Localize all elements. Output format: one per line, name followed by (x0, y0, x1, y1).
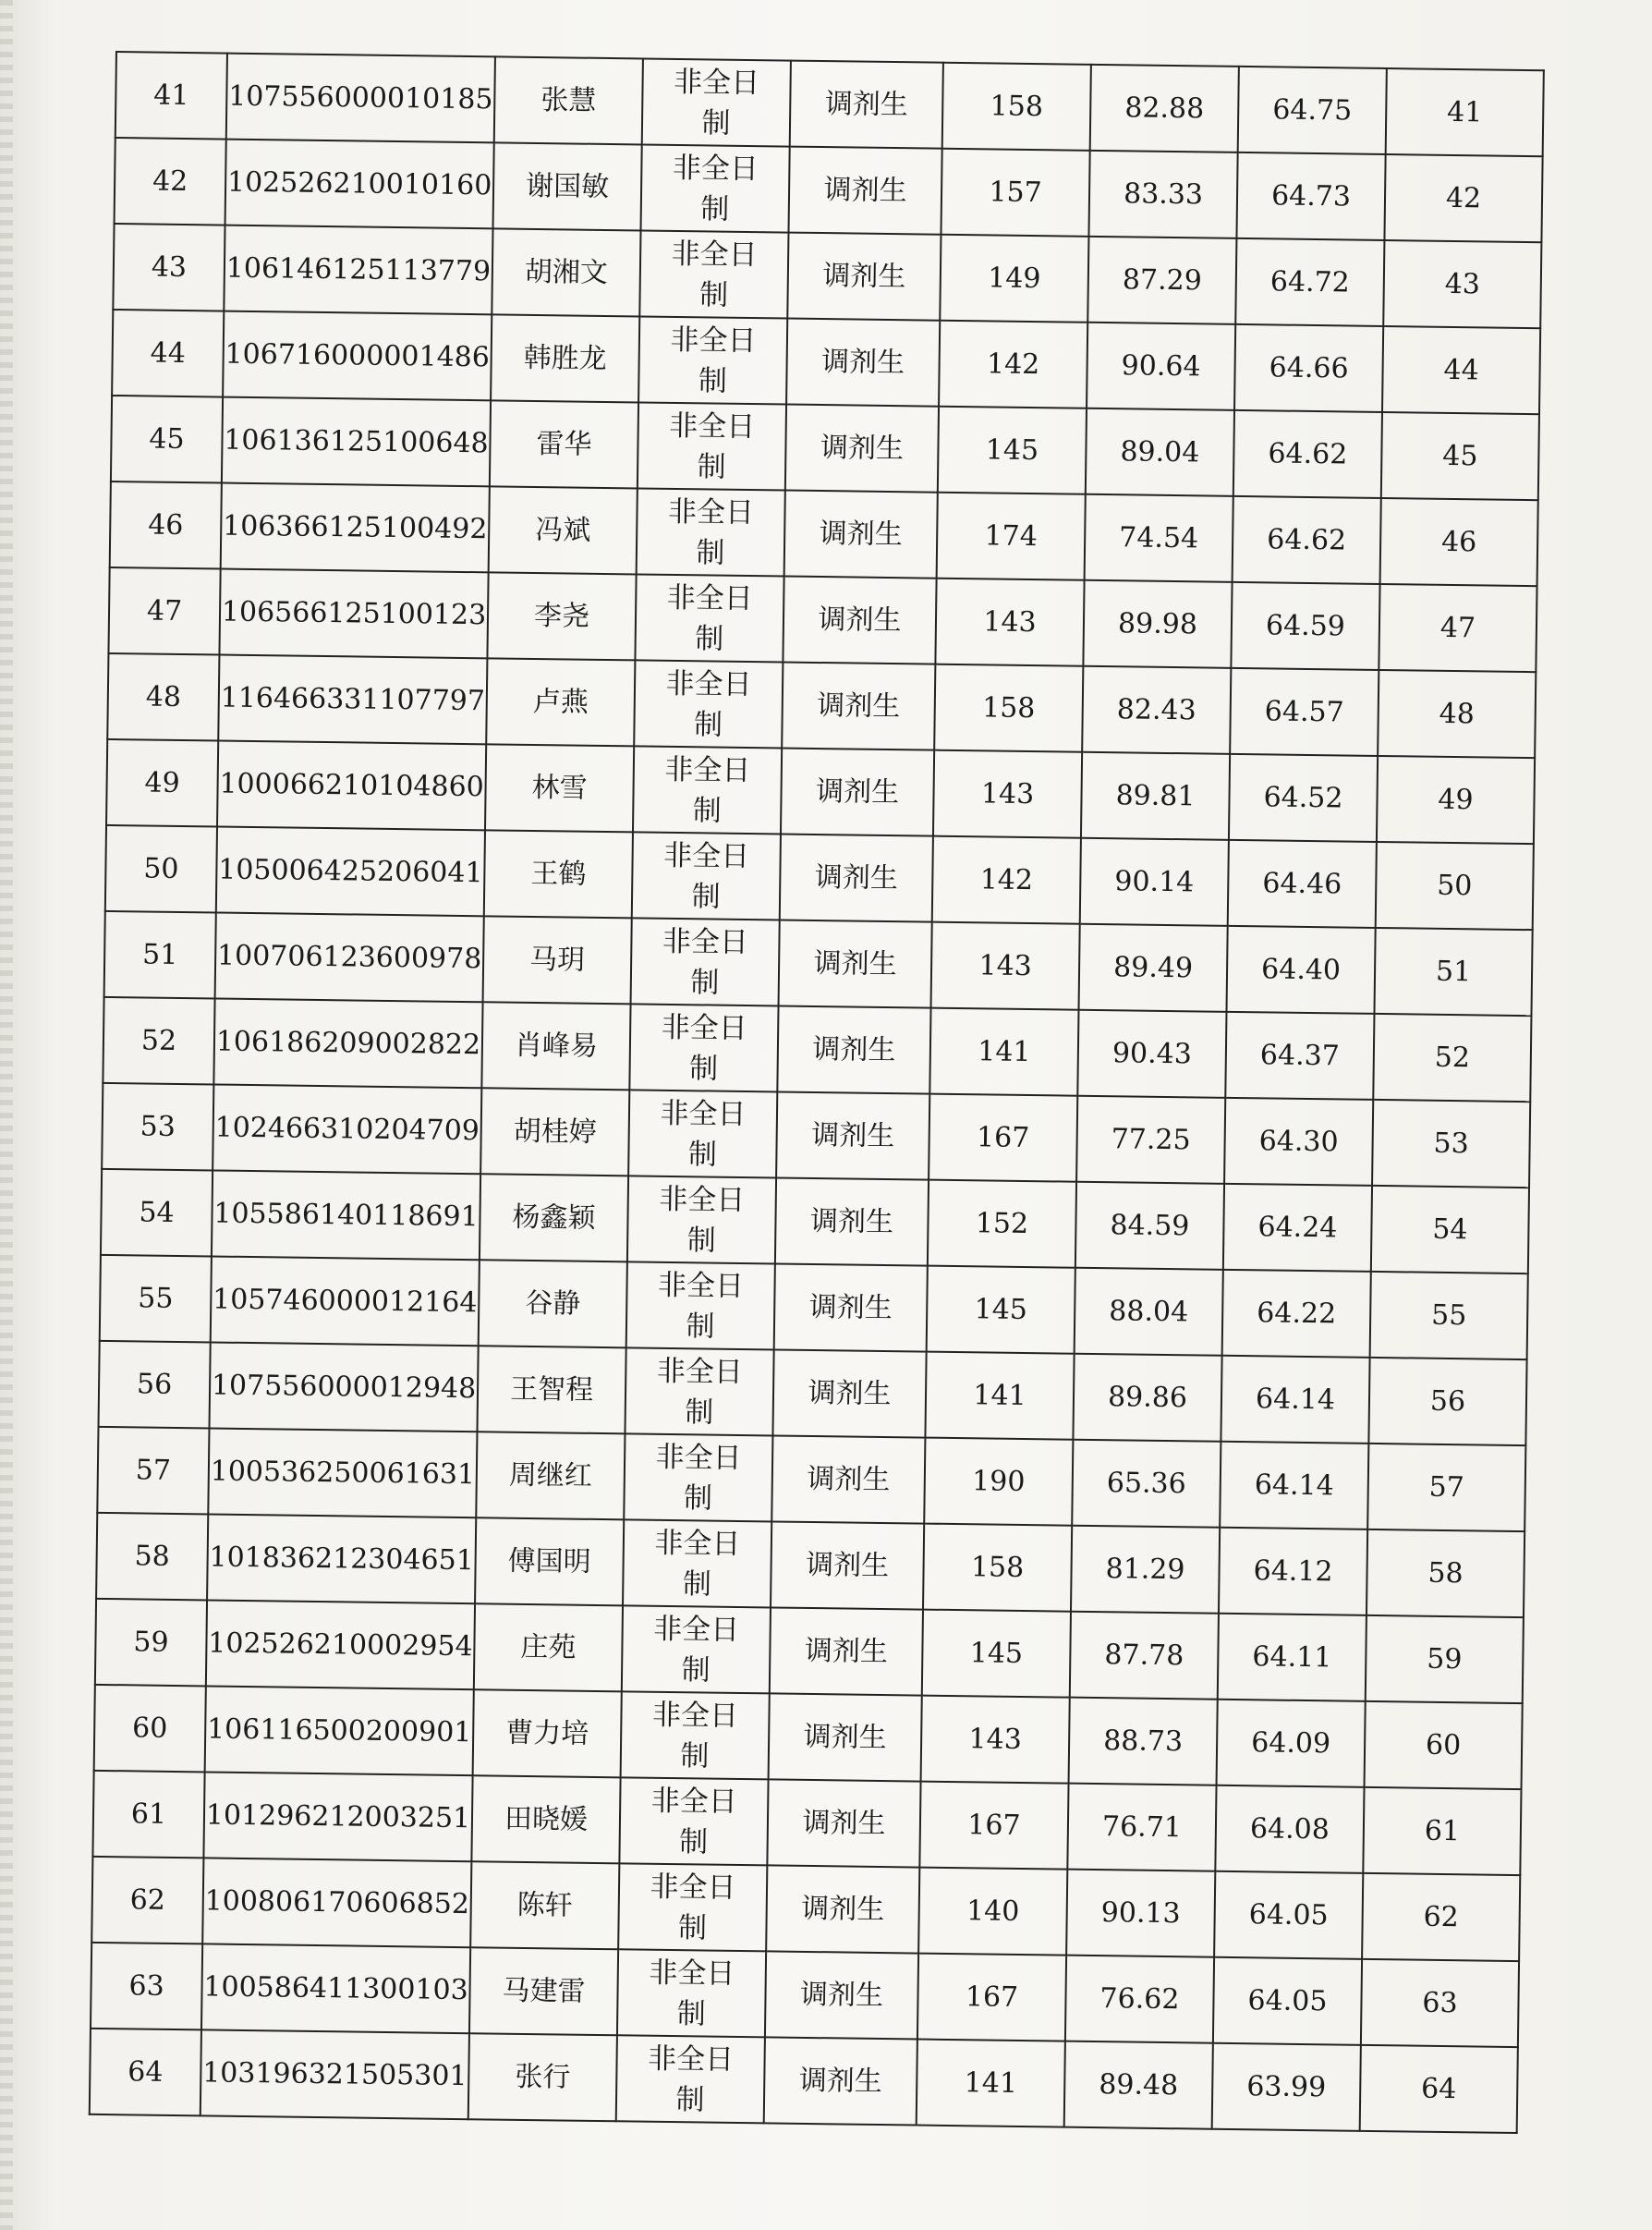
study-mode-line-1: 非全日 (672, 151, 759, 186)
candidate-type-cell: 调剂生 (788, 147, 941, 235)
study-mode-line-2: 制 (676, 1996, 706, 2031)
row-number-cell: 63 (91, 1943, 202, 2030)
row-number-cell: 58 (96, 1513, 208, 1601)
rank-cell: 50 (1376, 842, 1534, 930)
study-mode-line-2: 制 (698, 363, 728, 398)
candidate-id-cell: 100706123600978 (215, 913, 484, 1003)
study-mode-cell (631, 918, 780, 1005)
interview-score-cell: 77.25 (1076, 1096, 1225, 1184)
study-mode-line-2: 制 (697, 449, 726, 484)
row-number-cell: 61 (92, 1771, 204, 1858)
row-number-cell: 46 (110, 481, 222, 569)
study-mode-cell (634, 660, 783, 748)
total-score-cell: 64.62 (1233, 410, 1382, 498)
total-score-cell: 64.46 (1228, 840, 1377, 928)
study-mode-cell (626, 1261, 775, 1349)
candidate-name-cell: 韩胜龙 (491, 314, 639, 402)
candidate-name-cell: 王智程 (477, 1346, 626, 1433)
study-mode-line-2: 制 (691, 879, 721, 914)
rank-cell: 63 (1361, 1959, 1519, 2047)
total-score-cell: 64.66 (1234, 324, 1383, 412)
study-mode-cell (641, 144, 790, 232)
candidate-id-cell: 106716000001486 (223, 311, 492, 401)
study-mode-line-1: 非全日 (671, 237, 758, 272)
study-mode-line-1: 非全日 (664, 752, 751, 787)
initial-score-cell: 145 (927, 1266, 1075, 1354)
candidate-id-cell: 100536250061631 (208, 1428, 477, 1517)
study-mode-line-1: 非全日 (670, 323, 757, 358)
interview-score-cell: 89.86 (1073, 1354, 1221, 1442)
candidate-id-cell: 106146125113779 (224, 225, 492, 315)
study-mode-line-1: 非全日 (659, 1182, 746, 1217)
study-mode-line-2: 制 (681, 1652, 711, 1688)
initial-score-cell: 140 (918, 1868, 1067, 1956)
candidate-name-cell: 谢国敏 (493, 142, 642, 230)
initial-score-cell: 145 (938, 407, 1087, 494)
candidate-type-cell: 调剂生 (766, 1865, 919, 1953)
row-number-cell: 55 (100, 1255, 212, 1343)
study-mode-cell (632, 832, 781, 920)
candidate-type-cell: 调剂生 (774, 1263, 928, 1351)
study-mode-cell (639, 230, 788, 318)
study-mode-line-2: 制 (683, 1481, 713, 1516)
study-mode-line-2: 制 (701, 105, 731, 140)
candidate-type-cell: 调剂生 (784, 491, 938, 579)
total-score-cell: 64.08 (1215, 1785, 1364, 1873)
initial-score-cell: 190 (924, 1438, 1073, 1526)
interview-score-cell: 88.04 (1075, 1268, 1223, 1356)
interview-score-cell: 87.29 (1087, 237, 1236, 324)
initial-score-cell: 142 (939, 321, 1087, 408)
candidate-name-cell: 卢燕 (486, 658, 635, 746)
candidate-type-cell: 调剂生 (776, 1091, 929, 1179)
candidate-name-cell: 张行 (468, 2033, 617, 2121)
study-mode-line-1: 非全日 (655, 1440, 742, 1475)
candidate-name-cell: 冯斌 (489, 486, 638, 574)
interview-score-cell: 82.43 (1082, 666, 1231, 754)
study-mode-line-2: 制 (692, 793, 723, 828)
candidate-type-cell: 调剂生 (775, 1177, 929, 1265)
study-mode-cell (618, 1863, 767, 1951)
interview-score-cell: 76.71 (1067, 1784, 1216, 1871)
interview-score-cell: 90.64 (1087, 323, 1235, 410)
study-mode-line-1: 非全日 (651, 1698, 739, 1733)
total-score-cell: 64.24 (1223, 1184, 1372, 1272)
total-score-cell: 64.59 (1231, 582, 1379, 670)
rank-cell: 59 (1366, 1615, 1524, 1703)
candidate-id-cell: 105586140118691 (212, 1170, 480, 1260)
total-score-cell: 64.09 (1217, 1700, 1366, 1787)
study-mode-cell (622, 1605, 771, 1693)
study-mode-line-1: 非全日 (657, 1268, 745, 1303)
total-score-cell: 64.40 (1226, 926, 1375, 1014)
interview-score-cell: 87.78 (1070, 1612, 1219, 1700)
total-score-cell: 64.12 (1219, 1528, 1367, 1615)
candidate-type-cell: 调剂生 (771, 1521, 924, 1609)
rank-cell: 53 (1372, 1100, 1530, 1188)
study-mode-line-1: 非全日 (654, 1526, 741, 1561)
row-number-cell: 50 (105, 825, 217, 913)
candidate-id-cell: 105746000012164 (211, 1256, 480, 1346)
initial-score-cell: 141 (929, 1008, 1078, 1096)
study-mode-cell (635, 574, 783, 662)
interview-score-cell: 74.54 (1085, 494, 1233, 582)
initial-score-cell: 174 (937, 493, 1086, 580)
study-mode-line-1: 非全日 (647, 2041, 735, 2077)
rank-cell: 49 (1377, 756, 1535, 844)
study-mode-cell (629, 1004, 778, 1091)
candidate-type-cell: 调剂生 (767, 1779, 920, 1867)
initial-score-cell: 143 (933, 750, 1082, 838)
candidate-name-cell: 肖峰易 (481, 1002, 630, 1090)
row-number-cell: 59 (95, 1599, 207, 1687)
study-mode-line-1: 非全日 (673, 65, 760, 100)
candidate-id-cell: 116466331107797 (218, 655, 487, 745)
row-number-cell: 51 (104, 911, 216, 999)
candidate-type-cell: 调剂生 (786, 319, 940, 407)
binding-edge (0, 0, 13, 2230)
candidate-id-cell: 106186209002822 (213, 998, 482, 1088)
rank-cell: 41 (1386, 68, 1544, 156)
initial-score-cell: 142 (932, 836, 1081, 924)
total-score-cell: 64.22 (1222, 1270, 1371, 1358)
study-mode-line-2: 制 (686, 1223, 716, 1258)
study-mode-line-1: 非全日 (649, 1956, 735, 1991)
candidate-id-cell: 101836212304651 (207, 1514, 476, 1603)
row-number-cell: 47 (108, 567, 220, 655)
candidate-id-cell: 103196321505301 (200, 2029, 469, 2119)
interview-score-cell: 88.73 (1069, 1698, 1218, 1785)
study-mode-cell (627, 1176, 776, 1263)
study-mode-line-2: 制 (693, 707, 723, 742)
candidate-type-cell: 调剂生 (781, 749, 934, 836)
study-mode-line-2: 制 (685, 1395, 714, 1430)
candidate-id-cell: 106566125100123 (219, 569, 488, 659)
interview-score-cell: 90.43 (1077, 1010, 1226, 1098)
row-number-cell: 57 (97, 1427, 209, 1515)
candidate-type-cell: 调剂生 (770, 1607, 923, 1695)
study-mode-line-1: 非全日 (660, 1096, 747, 1131)
candidate-id-cell: 107556000012948 (209, 1342, 478, 1432)
total-score-cell: 64.30 (1224, 1098, 1373, 1186)
total-score-cell: 64.73 (1236, 152, 1385, 240)
interview-score-cell: 84.59 (1075, 1182, 1224, 1270)
study-mode-line-2: 制 (678, 1824, 709, 1859)
rank-cell: 61 (1363, 1787, 1521, 1875)
candidate-id-cell: 102466310204709 (213, 1084, 481, 1174)
study-mode-cell (638, 402, 786, 490)
initial-score-cell: 158 (934, 664, 1083, 752)
row-number-cell: 64 (90, 2029, 201, 2116)
candidate-name-cell: 李尧 (487, 572, 636, 660)
study-mode-line-1: 非全日 (650, 1784, 737, 1819)
study-mode-cell (637, 488, 785, 576)
study-mode-line-2: 制 (700, 191, 730, 226)
row-number-cell: 60 (94, 1685, 206, 1773)
study-mode-cell (619, 1777, 768, 1865)
total-score-cell: 64.05 (1214, 1871, 1363, 1959)
interview-score-cell: 90.13 (1066, 1870, 1215, 1957)
rank-cell: 57 (1367, 1444, 1525, 1531)
candidate-type-cell: 调剂生 (780, 834, 933, 921)
candidate-type-cell: 调剂生 (771, 1435, 925, 1523)
rank-cell: 58 (1367, 1529, 1524, 1617)
study-mode-line-2: 制 (686, 1309, 715, 1344)
total-score-cell: 64.52 (1229, 754, 1378, 842)
study-mode-cell (616, 2035, 765, 2123)
rank-cell: 51 (1374, 928, 1532, 1016)
rank-cell: 64 (1360, 2045, 1518, 2133)
rank-cell: 60 (1365, 1701, 1523, 1789)
candidate-type-cell: 调剂生 (765, 1951, 918, 2039)
candidate-type-cell: 调剂生 (777, 1005, 930, 1093)
row-number-cell: 48 (107, 653, 219, 741)
study-mode-line-2: 制 (696, 535, 725, 570)
table-row (90, 2029, 1518, 2133)
candidate-name-cell: 傅国明 (475, 1517, 624, 1605)
study-mode-line-2: 制 (688, 1051, 719, 1086)
study-mode-line-1: 非全日 (667, 494, 755, 530)
row-number-cell: 49 (106, 739, 218, 827)
rank-cell: 54 (1371, 1186, 1529, 1273)
rank-cell: 52 (1373, 1014, 1531, 1102)
study-mode-cell (642, 58, 791, 146)
rank-cell: 42 (1384, 154, 1542, 242)
candidate-name-cell: 雷华 (490, 400, 638, 488)
interview-score-cell: 90.14 (1080, 838, 1229, 926)
rank-cell: 44 (1382, 326, 1540, 414)
study-mode-line-1: 非全日 (669, 408, 756, 444)
candidate-id-cell: 102526210010160 (225, 140, 494, 229)
study-mode-cell (628, 1090, 777, 1177)
study-mode-line-1: 非全日 (662, 838, 750, 873)
candidate-id-cell: 107556000010185 (226, 54, 495, 143)
candidate-name-cell: 庄苑 (474, 1603, 623, 1691)
candidate-name-cell: 田晓媛 (471, 1775, 620, 1863)
candidate-id-cell: 101296212003251 (203, 1772, 472, 1861)
study-mode-cell (638, 316, 787, 404)
study-mode-line-1: 非全日 (665, 666, 752, 701)
study-mode-line-2: 制 (675, 2082, 705, 2117)
rank-cell: 55 (1370, 1272, 1528, 1359)
candidate-name-cell: 周继红 (476, 1432, 625, 1519)
study-mode-cell (624, 1433, 772, 1521)
study-mode-line-2: 制 (690, 965, 720, 1000)
study-mode-line-2: 制 (687, 1137, 718, 1172)
row-number-cell: 44 (112, 310, 224, 397)
candidate-type-cell: 调剂生 (769, 1693, 922, 1781)
candidate-id-cell: 100806170606852 (202, 1858, 471, 1947)
initial-score-cell: 141 (917, 2040, 1065, 2127)
row-number-cell: 42 (115, 138, 226, 225)
initial-score-cell: 167 (929, 1094, 1077, 1182)
study-mode-line-2: 制 (677, 1910, 708, 1945)
study-mode-cell (621, 1691, 770, 1779)
total-score-cell: 64.37 (1225, 1012, 1374, 1100)
interview-score-cell: 89.49 (1079, 924, 1228, 1012)
initial-score-cell: 152 (928, 1180, 1076, 1268)
total-score-cell: 64.75 (1238, 67, 1387, 154)
interview-score-cell: 82.88 (1090, 65, 1239, 152)
initial-score-cell: 143 (931, 922, 1080, 1010)
candidate-name-cell: 谷静 (479, 1260, 627, 1347)
initial-score-cell: 145 (922, 1610, 1071, 1698)
row-number-cell: 62 (91, 1857, 203, 1944)
candidate-id-cell: 100586411300103 (201, 1944, 470, 2033)
candidate-name-cell: 马建雷 (469, 1947, 618, 2035)
candidate-type-cell: 调剂生 (783, 577, 936, 664)
total-score-cell: 64.11 (1218, 1614, 1367, 1701)
candidate-type-cell: 调剂生 (772, 1349, 926, 1437)
initial-score-cell: 158 (923, 1524, 1072, 1612)
candidate-name-cell: 陈轩 (470, 1861, 619, 1949)
total-score-cell: 64.05 (1213, 1957, 1362, 2045)
study-mode-line-1: 非全日 (661, 1010, 747, 1045)
initial-score-cell: 141 (925, 1352, 1074, 1440)
row-number-cell: 53 (102, 1083, 213, 1171)
candidate-type-cell: 调剂生 (782, 663, 935, 750)
row-number-cell: 45 (111, 396, 223, 483)
study-mode-line-1: 非全日 (652, 1612, 740, 1647)
candidate-type-cell: 调剂生 (785, 405, 939, 493)
candidate-name-cell: 胡湘文 (492, 228, 640, 316)
initial-score-cell: 157 (941, 149, 1089, 237)
candidate-id-cell: 100066210104860 (217, 741, 486, 831)
candidate-type-cell: 调剂生 (790, 61, 943, 149)
candidate-id-cell: 102526210002954 (206, 1600, 475, 1689)
interview-score-cell: 89.98 (1083, 580, 1232, 668)
initial-score-cell: 149 (940, 235, 1088, 323)
total-score-cell: 64.57 (1230, 668, 1379, 756)
admission-score-table (89, 51, 1545, 2134)
interview-score-cell: 89.48 (1064, 2041, 1213, 2129)
interview-score-cell: 89.81 (1081, 752, 1230, 840)
row-number-cell: 56 (99, 1341, 211, 1429)
candidate-name-cell: 曹力培 (473, 1689, 622, 1777)
candidate-type-cell: 调剂生 (779, 920, 932, 1007)
candidate-id-cell: 106366125100492 (221, 483, 490, 573)
study-mode-line-2: 制 (698, 277, 729, 312)
interview-score-cell: 83.33 (1088, 151, 1237, 238)
candidate-name-cell: 林雪 (485, 744, 634, 832)
study-mode-line-2: 制 (680, 1738, 710, 1773)
candidate-name-cell: 张慧 (494, 56, 643, 144)
total-score-cell: 64.14 (1220, 1442, 1368, 1529)
candidate-type-cell: 调剂生 (787, 233, 941, 321)
study-mode-cell (633, 746, 782, 834)
interview-score-cell: 81.29 (1071, 1526, 1220, 1614)
candidate-name-cell: 杨鑫颖 (480, 1174, 628, 1261)
rank-cell: 46 (1380, 498, 1538, 586)
row-number-cell: 54 (101, 1169, 213, 1257)
interview-score-cell: 89.04 (1086, 408, 1234, 496)
row-number-cell: 43 (113, 224, 225, 311)
table-body (90, 52, 1544, 2133)
study-mode-line-1: 非全日 (666, 580, 754, 615)
initial-score-cell: 158 (942, 63, 1091, 151)
rank-cell: 45 (1381, 412, 1539, 500)
study-mode-line-1: 非全日 (662, 924, 749, 959)
study-mode-cell (623, 1519, 771, 1607)
initial-score-cell: 143 (921, 1696, 1070, 1784)
rank-cell: 47 (1379, 584, 1537, 672)
candidate-id-cell: 105006425206041 (216, 827, 485, 917)
candidate-name-cell: 王鹤 (484, 830, 633, 918)
study-mode-line-1: 非全日 (656, 1354, 744, 1389)
rank-cell: 56 (1368, 1358, 1526, 1445)
row-number-cell: 41 (115, 52, 227, 140)
initial-score-cell: 167 (917, 1954, 1066, 2041)
candidate-name-cell: 马玥 (483, 916, 632, 1004)
rank-cell: 43 (1383, 240, 1541, 328)
rank-cell: 62 (1362, 1873, 1520, 1961)
candidate-id-cell: 106136125100648 (222, 397, 491, 487)
study-mode-cell (617, 1949, 766, 2037)
initial-score-cell: 167 (919, 1782, 1068, 1870)
row-number-cell: 52 (103, 997, 214, 1085)
rank-cell: 48 (1378, 670, 1536, 758)
study-mode-line-2: 制 (682, 1566, 712, 1602)
study-mode-cell (625, 1347, 773, 1435)
study-mode-line-2: 制 (694, 621, 724, 656)
candidate-name-cell: 胡桂婷 (480, 1088, 629, 1176)
total-score-cell: 64.62 (1233, 496, 1381, 584)
interview-score-cell: 76.62 (1065, 1956, 1214, 2043)
candidate-type-cell: 调剂生 (764, 2037, 917, 2125)
candidate-id-cell: 106116500200901 (205, 1686, 474, 1775)
total-score-cell: 64.14 (1221, 1356, 1369, 1444)
interview-score-cell: 65.36 (1072, 1440, 1221, 1528)
total-score-cell: 63.99 (1212, 2043, 1361, 2131)
initial-score-cell: 143 (935, 579, 1084, 666)
study-mode-line-1: 非全日 (650, 1870, 736, 1905)
total-score-cell: 64.72 (1235, 238, 1384, 326)
